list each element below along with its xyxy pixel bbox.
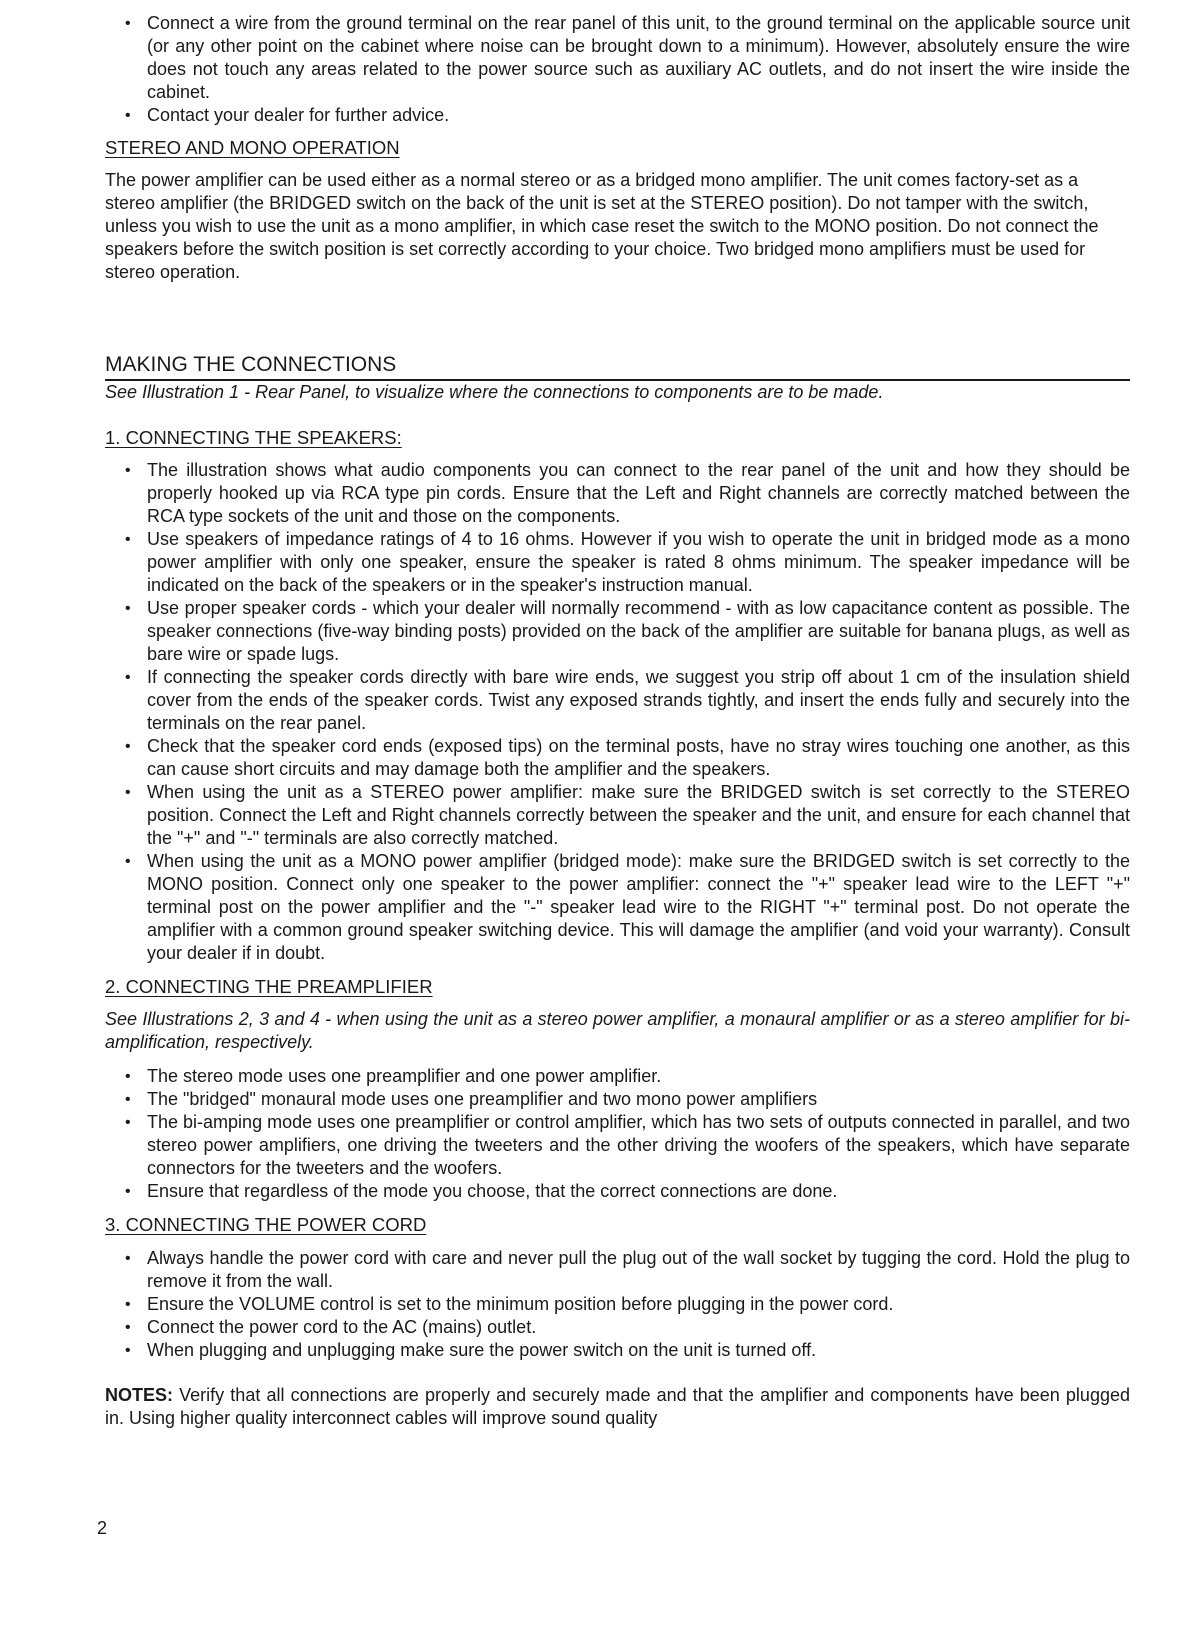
list-item: • Use proper speaker cords - which your dealer will normally recommend - with as low capacitance content as possible. The speaker connections (five-way binding posts) provided on the back of the amplifier are suitable for banana plugs, as well as bare wire or spade lugs. (105, 597, 1130, 666)
notes-label: NOTES: (105, 1385, 174, 1405)
list-item: • The "bridged" monaural mode uses one preamplifier and two mono power amplifiers (105, 1088, 1130, 1111)
list-item: • Connect a wire from the ground terminal on the rear panel of this unit, to the ground terminal on the applicable source unit (or any other point on the cabinet where noise can be brought down to a minimum). However, absolutely ensure the wire does not touch any areas related to the power source such as auxiliary AC outlets, and do not insert the wire inside the cabinet. (105, 12, 1130, 104)
manual-page (105, 12, 1130, 1430)
notes-text: Verify that all connections are properly and securely made and that the amplifier and components have been plugged in. Using higher quality interconnect cables will improve sound quality (105, 1385, 1130, 1428)
list-item: • The bi-amping mode uses one preamplifier or control amplifier, which has two sets of outputs connected in parallel, and two stereo power amplifiers, one driving the tweeters and the other driving the woofers of the speakers, which have separate connectors for the tweeters and the woofers. (105, 1111, 1130, 1180)
making-connections-heading: MAKING THE CONNECTIONS (105, 352, 1130, 381)
list-item: • Ensure that regardless of the mode you choose, that the correct connections are done. (105, 1180, 1130, 1203)
stereo-mono-heading: STEREO AND MONO OPERATION (105, 137, 400, 158)
preamplifier-subtitle: See Illustrations 2, 3 and 4 - when using the unit as a stereo power amplifier, a monaural amplifier or as a stereo amplifier for bi-amplification, respectively. (105, 1009, 1130, 1052)
power-cord-bullet-list (105, 1247, 1130, 1362)
making-connections-subtitle: See Illustration 1 - Rear Panel, to visualize where the connections to components are to be made. (105, 382, 884, 402)
list-item: • Connect the power cord to the AC (mains) outlet. (105, 1316, 1130, 1339)
list-item: • Contact your dealer for further advice. (105, 104, 1130, 127)
stereo-mono-body: The power amplifier can be used either as a normal stereo or as a bridged mono amplifier. The unit comes factory-set as a stereo amplifier (the BRIDGED switch on the back of the unit is set at the STEREO position). Do not tamper with the switch, unless you wish to use the unit as a mono amplifier, in which case reset the switch to the MONO position. Do not connect the speakers before the switch position is set correctly according to your choice. Two bridged mono amplifiers must be used for stereo operation. (105, 170, 1099, 282)
list-item: • Ensure the VOLUME control is set to the minimum position before plugging in the power cord. (105, 1293, 1130, 1316)
list-item: • When plugging and unplugging make sure the power switch on the unit is turned off. (105, 1339, 1130, 1362)
list-item: • When using the unit as a STEREO power amplifier: make sure the BRIDGED switch is set correctly to the STEREO position. Connect the Left and Right channels correctly between the speaker and the unit, and ensure for each channel that the "+" and "-" terminals are also correctly matched. (105, 781, 1130, 850)
list-item: • The illustration shows what audio components you can connect to the rear panel of the unit and how they should be properly hooked up via RCA type pin cords. Ensure that the Left and Right channels are correctly matched between the RCA type sockets of the unit and those on the components. (105, 459, 1130, 528)
list-item: • Check that the speaker cord ends (exposed tips) on the terminal posts, have no stray wires touching one another, as this can cause short circuits and may damage both the amplifier and the speakers. (105, 735, 1130, 781)
list-item: • Use speakers of impedance ratings of 4 to 16 ohms. However if you wish to operate the unit in bridged mode as a mono power amplifier with only one speaker, ensure the speaker is rated 8 ohms minimum. The speaker impedance will be indicated on the back of the speakers or in the speaker's instruction manual. (105, 528, 1130, 597)
speakers-heading: 1. CONNECTING THE SPEAKERS: (105, 427, 402, 448)
list-item: • When using the unit as a MONO power amplifier (bridged mode): make sure the BRIDGED switch is set correctly to the MONO position. Connect only one speaker to the power amplifier: connect the "+" speaker lead wire to the LEFT "+" terminal post on the power amplifier and the "-" speaker lead wire to the RIGHT "+" terminal post. Do not operate the amplifier with a common ground speaker switching device. This will damage the amplifier (and void your warranty). Consult your dealer if in doubt. (105, 850, 1130, 965)
intro-bullet-list (105, 12, 1130, 127)
list-item: • The stereo mode uses one preamplifier and one power amplifier. (105, 1065, 1130, 1088)
list-item: • If connecting the speaker cords directly with bare wire ends, we suggest you strip off about 1 cm of the insulation shield cover from the ends of the speaker cords. Twist any exposed strands tightly, and insert the ends fully and securely into the terminals on the rear panel. (105, 666, 1130, 735)
preamplifier-bullet-list (105, 1065, 1130, 1203)
preamplifier-heading: 2. CONNECTING THE PREAMPLIFIER (105, 976, 433, 997)
list-item: • Always handle the power cord with care and never pull the plug out of the wall socket by tugging the cord. Hold the plug to remove it from the wall. (105, 1247, 1130, 1293)
speakers-bullet-list (105, 459, 1130, 965)
page-number: 2 (97, 1518, 108, 1538)
notes-paragraph (105, 1384, 1130, 1430)
power-cord-heading: 3. CONNECTING THE POWER CORD (105, 1214, 427, 1235)
